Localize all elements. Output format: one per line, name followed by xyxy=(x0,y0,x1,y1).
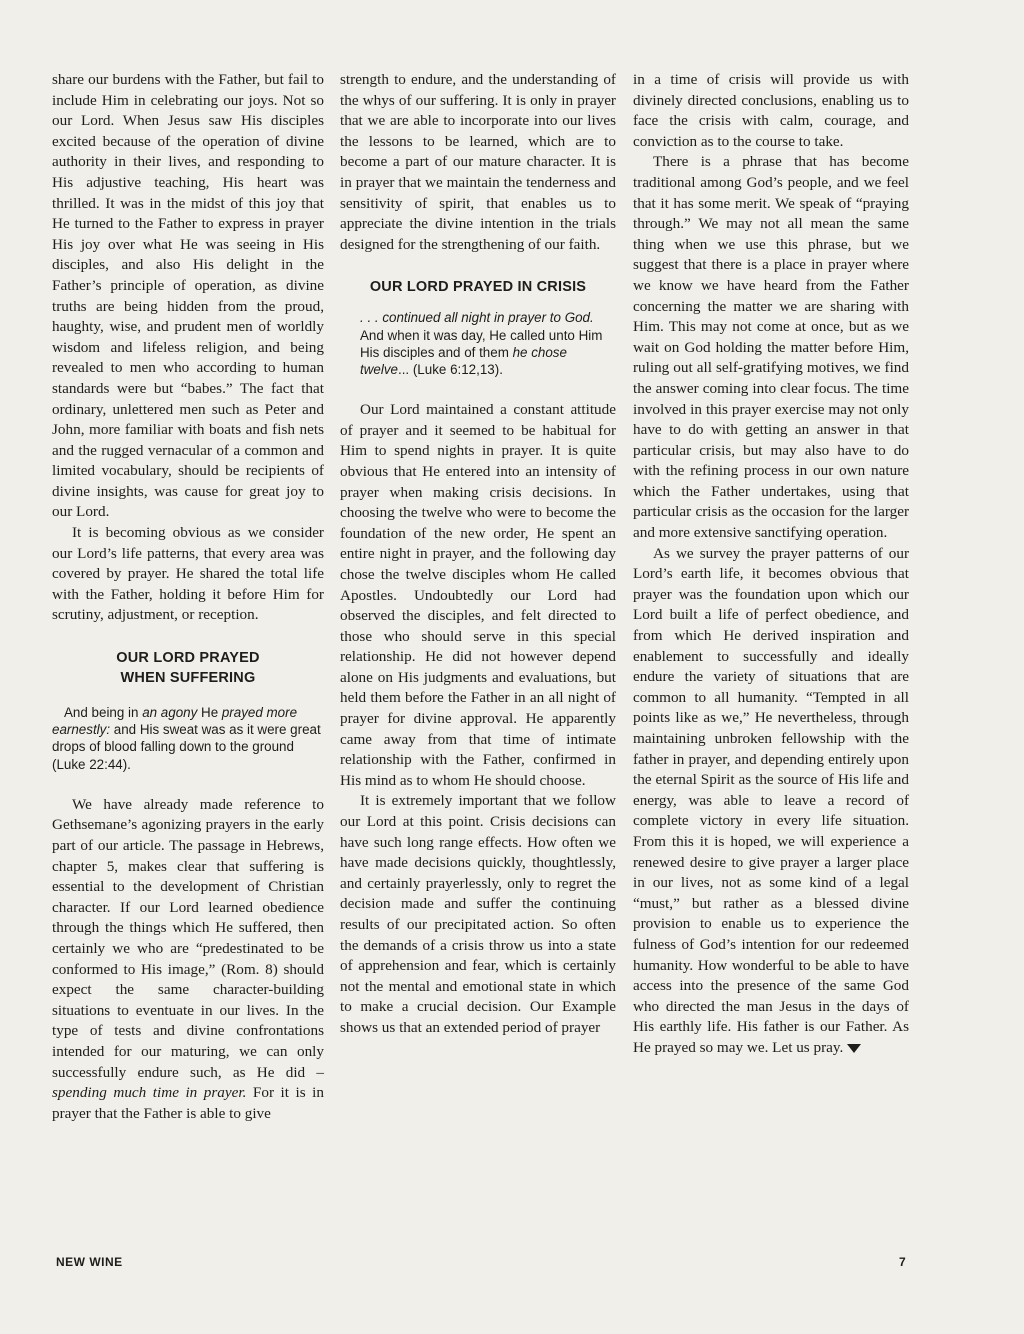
heading-line: OUR LORD PRAYED xyxy=(116,650,260,667)
scripture-text: and His sweat was as it were great drops of blood falling down to the ground (Luke 22:44). xyxy=(52,722,321,772)
scripture-text: ... (Luke 6:12,13). xyxy=(397,361,503,377)
paragraph xyxy=(52,795,324,1125)
scripture-quote xyxy=(340,309,616,378)
heading-line: WHEN SUFFERING xyxy=(120,670,256,687)
paragraph: It is becoming obvious as we consider our Lord’s life patterns, that every area was covered by prayer. He shared the total life with the Father, holding it before Him for scrutiny, adjustment, or reception. xyxy=(52,524,324,624)
paragraph-emphasis: spending much time in prayer. xyxy=(52,1084,247,1102)
column-3 xyxy=(633,70,909,1059)
section-heading: OUR LORD PRAYED IN CRISIS xyxy=(369,279,587,296)
paragraph: share our burdens with the Father, but fail to include Him in celebrating our joys. Not so our Lord. When Jesus saw His disciples excited because of the operation of divine authority in their lives, and responding to His adjustive teaching, His heart was thrilled. It was in the midst of this joy that He turned to the Father to express in prayer His joy over what He was seeing in His disciples, and also His delight in the Father’s principle of operation, as divine truths are being hidden from the proud, haughty, wise, and prudent men of worldly wisdom and lifeless religion, and being revealed to men who according to human standards were but “babes.” The fact that ordinary, unlettered men such as Peter and John, more familiar with boats and fish nets and the rugged vernacular of a common and limited vocabulary, should be recipients of divine insights, was cause for great joy to our Lord. xyxy=(52,71,324,521)
paragraph xyxy=(633,544,909,1059)
scripture-text: He xyxy=(197,705,222,721)
scripture-quote xyxy=(52,704,324,773)
paragraph: Our Lord maintained a constant attitude of prayer and it seemed to be habitual for Him to spend nights in prayer. It is quite obvious that He entered into an intensity of prayer when making crisis decisions. In choosing the twelve who were to become the foundation of the new order, He spent an entire night in prayer, and the following day chose the twelve disciples whom He called Apostles. Undoubtedly our Lord had observed the disciples, and felt directed to those who should serve in this special relationship. He did not however depend alone on His judgments and evaluations, but held them before the Father in an all night of prayer for divine approval. He apparently came away from that time of intimate relationship with the Father, confirmed in His mind as to whom He should choose. xyxy=(340,401,616,789)
scripture-emphasis: he chose twelve xyxy=(360,344,567,377)
column-2 xyxy=(340,70,616,1039)
section-heading xyxy=(52,648,324,688)
scripture-emphasis: . . . continued all night in prayer to God. xyxy=(360,310,594,326)
paragraph-text: We have already made reference to Gethsemane’s agonizing prayers in the early part of our article. The passage in Hebrews, chapter 5, makes clear that suffering is essential to the development of Christian character. If our Lord learned obedience through the things which He suffered, then certainly we who are “predestinated to be conformed to His image,” (Rom. 8) should expect the same character-building situations to eventuate in our lives. In the type of tests and divine confrontations intended for our maturing, we can only successfully endure such, as He did – xyxy=(52,795,324,1081)
scripture-text: And when it was day, He called unto Him His disciples and of them xyxy=(360,327,603,360)
scripture-text: And being in xyxy=(64,705,143,721)
column-1 xyxy=(52,70,324,1124)
scripture-emphasis: an agony xyxy=(142,705,198,721)
paragraph: It is extremely important that we follow our Lord at this point. Crisis decisions can have such long range effects. How often we have made decisions quickly, thoughtlessly, and certainly prayerlessly, only to regret the decision made and suffer the continuing results of our precipitated action. So often the demands of a crisis throw us into a state of apprehension and fear, which is certainly not the mental and emotional state in which to make a crucial decision. Our Example shows us that an extended period of prayer xyxy=(340,792,616,1036)
paragraph: in a time of crisis will provide us with divinely directed conclusions, enabling us to face the crisis with calm, courage, and conviction as to the course to take. xyxy=(633,71,909,150)
page-number: 7 xyxy=(899,1255,907,1269)
paragraph-text: As we survey the prayer patterns of our Lord’s earth life, it becomes obvious that prayer was the foundation upon which our Lord built a life of perfect obedience, and from which He derived inspiration and enablement to successfully and ideally endure the variety of situations that are common to all humanity. “Tempted in all points like as we,” He nevertheless, through maintaining unbroken fellowship with the father in prayer, and depending entirely upon the eternal Spirit as the source of His life and energy, was able to leave a record of complete victory in every life situation. From this it is hoped, we will experience a renewed desire to give prayer a larger place in our lives, not as some kind of a legal “must,” but rather as a blessed divine provision to enable us to experience the fulness of God’s intention for our redeemed humanity. How wonderful to be able to have access into the presence of the same God who directed the man Jesus in the days of His earthly life. His father is our Father. As He prayed so may we. Let us pray. xyxy=(633,544,909,1056)
magazine-name: NEW WINE xyxy=(56,1255,123,1269)
scripture-emphasis: prayed more earnestly: xyxy=(52,705,298,738)
paragraph: strength to endure, and the understanding of the whys of our suffering. It is only in prayer that we are able to incorporate into our lives the lessons to be learned, which are to become a part of our mature character. It is in prayer that we maintain the tenderness and sensitivity of spirit, that enables us to appreciate the divine intention in the trials designed for the strengthening of our faith. xyxy=(340,71,616,253)
paragraph-text: For it is in prayer that the Father is able to give xyxy=(52,1084,324,1122)
end-mark-icon xyxy=(847,1044,861,1053)
paragraph: There is a phrase that has become traditional among God’s people, and we feel that it has some merit. We speak of “praying through.” We may not all mean the same thing when we use this phrase, but we suggest that there is a place in prayer where we know we have heard from the Father concerning the matter we are sharing with Him. This may not come at once, but as we wait on God holding the matter before Him, ruling out all self-gratifying motives, we find the answer coming into clear focus. The time involved in this prayer exercise may not only have to do with getting an answer in that particular crisis, but may also have to do with the refining process in our own nature which the Father undertakes, using that particular crisis as the occasion for the larger and more extensive sanctifying operation. xyxy=(633,153,909,542)
